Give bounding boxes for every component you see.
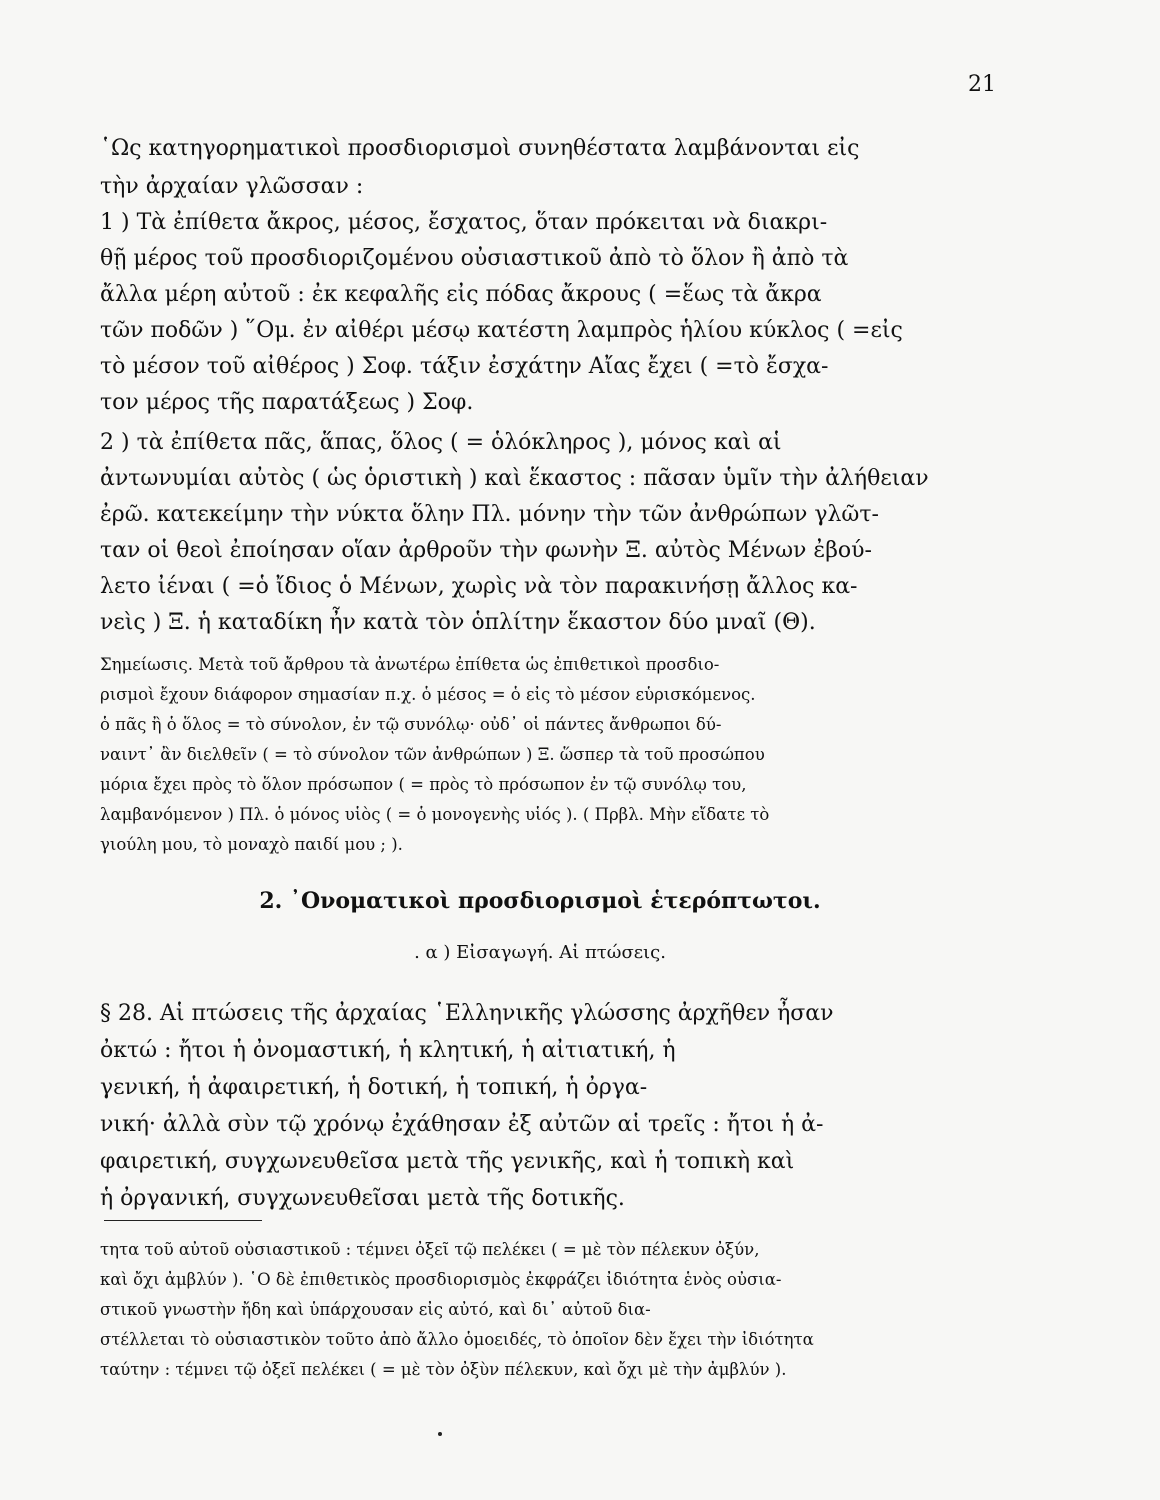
- text-line: ἄλλα μέρη αὐτοῦ : ἐκ κεφαλῆς εἰς πόδας ἄκρους ( =ἕως τὰ ἄκρα: [100, 282, 822, 307]
- text-line: ταν οἱ θεοὶ ἐποίησαν οἵαν ἀρθροῦν τὴν φωνὴν Ξ. αὐτὸς Μένων ἐβού-: [100, 538, 872, 563]
- page-number: 21: [968, 72, 996, 97]
- text-line: γιούλη μου, τὸ μοναχὸ παιδί μου ; ).: [100, 835, 403, 854]
- text-line: στικοῦ γνωστὴν ἤδη καὶ ὑπάρχουσαν εἰς αὐτό, καὶ δι᾿ αὐτοῦ δια-: [100, 1300, 651, 1319]
- rule-2-paragraph: [100, 425, 980, 641]
- text-line: φαιρετική, συγχωνευθεῖσα μετὰ τῆς γενικῆς, καὶ ἡ τοπικὴ καὶ: [100, 1149, 795, 1174]
- text-line: τῶν ποδῶν ) ῞Ομ. ἐν αἰθέρι μέσῳ κατέστη λαμπρὸς ἡλίου κύκλος ( =εἰς: [100, 318, 903, 343]
- text-line: μόρια ἔχει πρὸς τὸ ὅλον πρόσωπον ( = πρὸς τὸ πρόσωπον ἐν τῷ συνόλῳ του,: [100, 775, 747, 794]
- text-line: τον μέρος τῆς παρατάξεως ) Σοφ.: [100, 390, 474, 415]
- text-line: γενική, ἡ ἀφαιρετική, ἡ δοτική, ἡ τοπική, ἡ ὀργα-: [100, 1075, 648, 1100]
- footnote: [100, 1235, 980, 1385]
- text-line: νεὶς ) Ξ. ἡ καταδίκη ἦν κατὰ τὸν ὁπλίτην ἕκαστον δύο μναῖ (Θ).: [100, 610, 816, 635]
- subsection-heading: . α ) Εἰσαγωγή. Αἱ πτώσεις.: [414, 942, 666, 963]
- text-line: ταύτην : τέμνει τῷ ὀξεῖ πελέκει ( = μὲ τὸν ὀξὺν πέλεκυν, καὶ ὄχι μὲ τὴν ἀμβλύν ).: [100, 1360, 787, 1379]
- text-line: ὁ πᾶς ἢ ὁ ὅλος = τὸ σύνολον, ἐν τῷ συνόλῳ· οὐδ᾿ οἱ πάντες ἄνθρωποι δύ-: [100, 715, 722, 734]
- text-line: λετο ἰέναι ( =ὁ ἴδιος ὁ Μένων, χωρὶς νὰ τὸν παρακινήσῃ ἄλλος κα-: [100, 574, 858, 599]
- intro-paragraph: [100, 130, 980, 205]
- text-line: 2 ) τὰ ἐπίθετα πᾶς, ἅπας, ὅλος ( = ὁλόκληρος ), μόνος καὶ αἱ: [100, 430, 782, 455]
- text-line: τὴν ἀρχαίαν γλῶσσαν :: [100, 173, 364, 199]
- text-line: στέλλεται τὸ οὐσιαστικὸν τοῦτο ἀπὸ ἄλλο ὁμοειδές, τὸ ὁποῖον δὲν ἔχει τὴν ἰδιότητα: [100, 1330, 814, 1349]
- text-line: λαμβανόμενον ) Πλ. ὁ μόνος υἱὸς ( = ὁ μονογενὴς υἱός ). ( Πρβλ. Μὴν εἴδατε τὸ: [100, 805, 770, 824]
- text-line: ἀντωνυμίαι αὐτὸς ( ὡς ὁριστικὴ ) καὶ ἕκαστος : πᾶσαν ὑμῖν τὴν ἀλήθειαν: [100, 466, 929, 491]
- footnote-divider: [104, 1220, 262, 1221]
- text-line: καὶ ὄχι ἀμβλύν ). ῾Ο δὲ ἐπιθετικὸς προσδιορισμὸς ἐκφράζει ἰδιότητα ἑνὸς οὐσια-: [100, 1270, 782, 1289]
- text-line: ὀκτώ : ἤτοι ἡ ὀνομαστική, ἡ κλητική, ἡ αἰτιατική, ἡ: [100, 1038, 676, 1063]
- print-speck: [438, 1432, 442, 1436]
- text-line: νική· ἀλλὰ σὺν τῷ χρόνῳ ἐχάθησαν ἐξ αὐτῶν αἱ τρεῖς : ἤτοι ἡ ἀ-: [100, 1112, 824, 1137]
- text-line: Σημείωσις. Μετὰ τοῦ ἄρθρου τὰ ἀνωτέρω ἐπίθετα ὡς ἐπιθετικοὶ προσδιο-: [100, 655, 720, 674]
- text-line: τὸ μέσον τοῦ αἰθέρος ) Σοφ. τάξιν ἐσχάτην Αἴας ἔχει ( =τὸ ἔσχα-: [100, 354, 829, 379]
- text-line: § 28. Αἱ πτώσεις τῆς ἀρχαίας ῾Ελληνικῆς γλώσσης ἀρχῆθεν ἦσαν: [100, 1001, 834, 1026]
- text-line: ἐρῶ. κατεκείμην τὴν νύκτα ὅλην Πλ. μόνην τὴν τῶν ἀνθρώπων γλῶτ-: [100, 502, 879, 527]
- text-line: ἡ ὀργανική, συγχωνευθεῖσαι μετὰ τῆς δοτικῆς.: [100, 1186, 625, 1211]
- section-heading: 2. ᾿Ονοματικοὶ προσδιορισμοὶ ἑτερόπτωτοι.: [259, 888, 821, 914]
- paragraph-28: [100, 995, 980, 1217]
- text-line: θῇ μέρος τοῦ προσδιοριζομένου οὐσιαστικοῦ ἀπὸ τὸ ὅλον ἢ ἀπὸ τὰ: [100, 246, 849, 271]
- text-line: ναιντ᾿ ἂν διελθεῖν ( = τὸ σύνολον τῶν ἀνθρώπων ) Ξ. ὥσπερ τὰ τοῦ προσώπου: [100, 745, 765, 764]
- rule-1-paragraph: [100, 205, 980, 421]
- text-line: τητα τοῦ αὐτοῦ οὐσιαστικοῦ : τέμνει ὀξεῖ τῷ πελέκει ( = μὲ τὸν πέλεκυν ὀξύν,: [100, 1240, 760, 1259]
- text-line: ρισμοὶ ἔχουν διάφορον σημασίαν π.χ. ὁ μέσος = ὁ εἰς τὸ μέσον εὑρισκόμενος.: [100, 685, 756, 704]
- note-paragraph: [100, 650, 980, 860]
- text-line: 1 ) Τὰ ἐπίθετα ἄκρος, μέσος, ἔσχατος, ὅταν πρόκειται νὰ διακρι-: [100, 210, 828, 235]
- text-line: ῾Ως κατηγορηματικοὶ προσδιορισμοὶ συνηθέστατα λαμβάνονται εἰς: [100, 136, 860, 161]
